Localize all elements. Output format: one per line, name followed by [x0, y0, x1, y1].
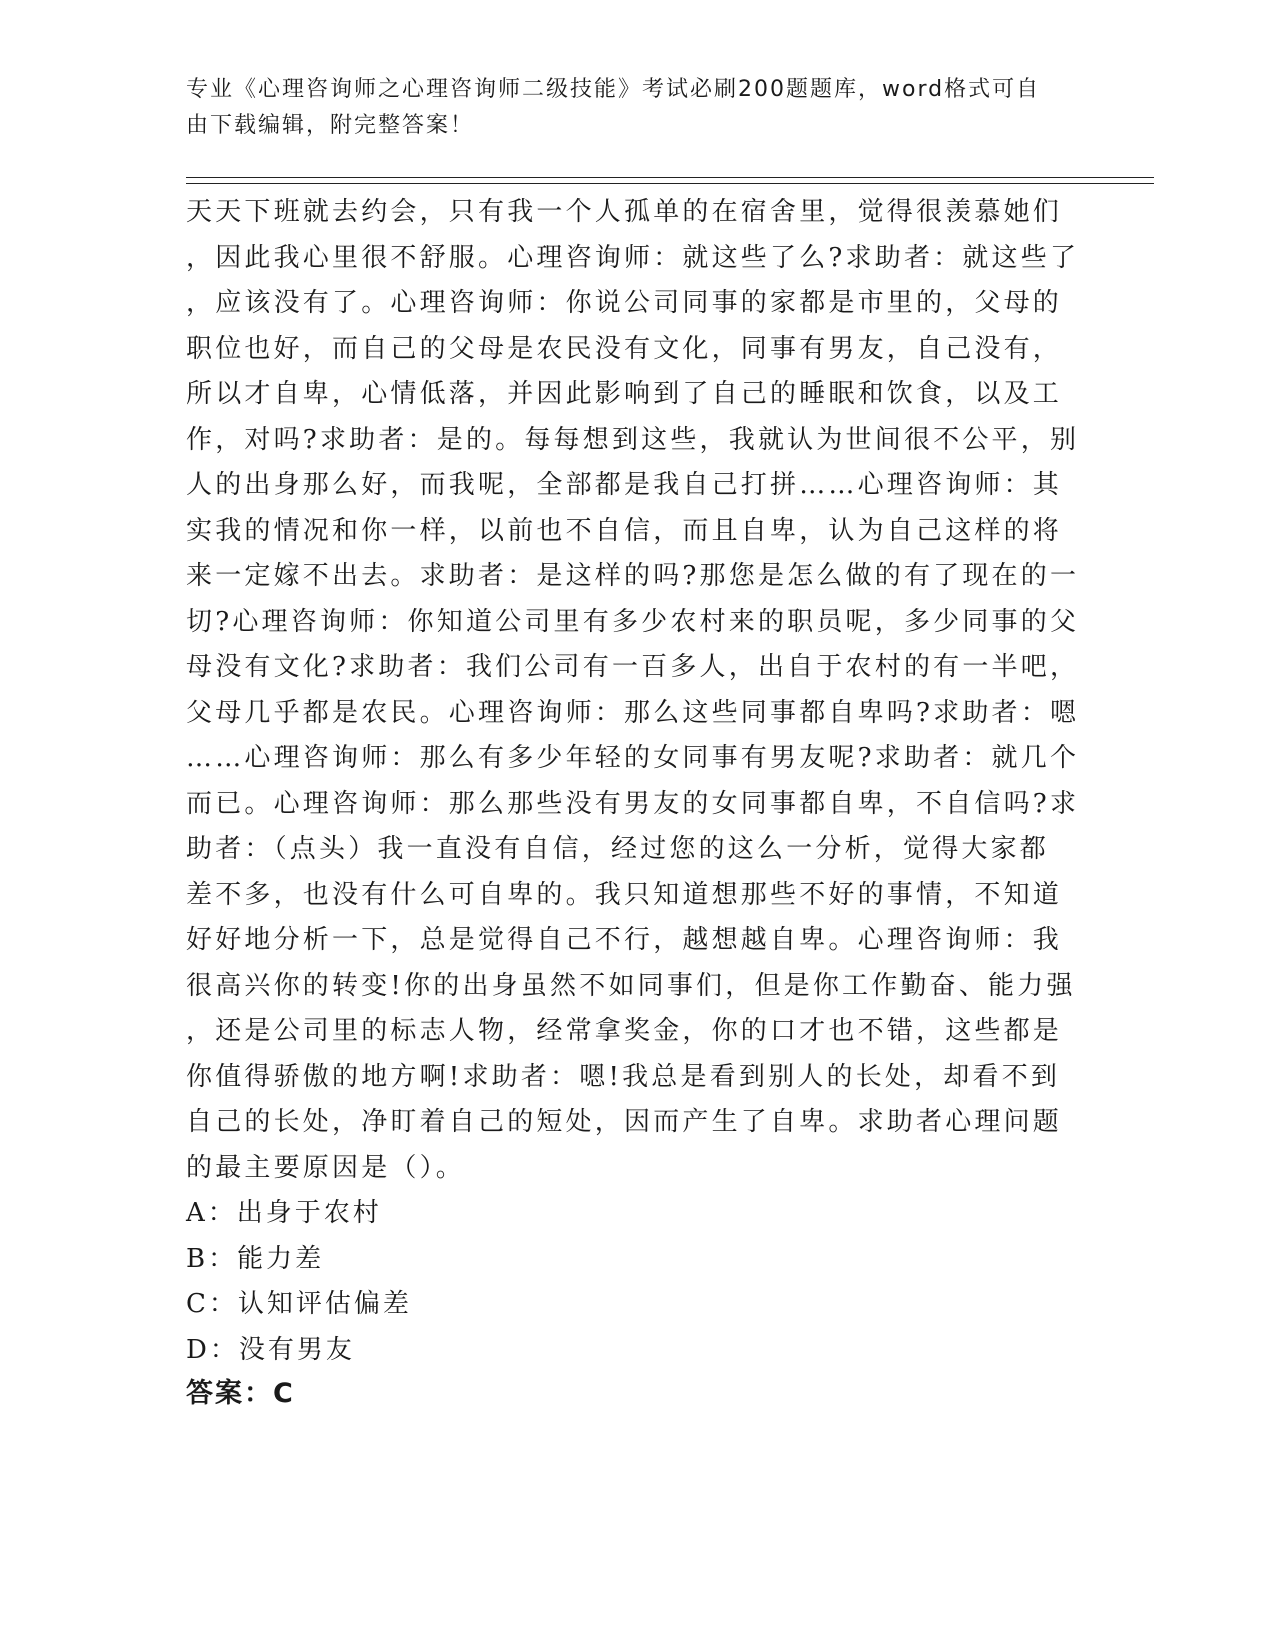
- question-line: ，因此我心里很不舒服。心理咨询师：就这些了么?求助者：就这些了: [186, 242, 1080, 273]
- option-b: B：能力差: [186, 1243, 325, 1274]
- question-line: 所以才自卑，心情低落，并因此影响到了自己的睡眠和饮食，以及工: [186, 379, 1063, 409]
- header-title-line-1: 专业《心理咨询师之心理咨询师二级技能》考试必刷200题题库，word格式可自: [186, 77, 1041, 102]
- answer-key: 答案：C: [186, 1378, 295, 1409]
- question-line: ，还是公司里的标志人物，经常拿奖金，你的口才也不错，这些都是: [186, 1016, 1063, 1046]
- question-line: 你值得骄傲的地方啊!求助者：嗯!我总是看到别人的长处，却看不到: [186, 1061, 1061, 1092]
- answer-options: [186, 1191, 786, 1373]
- page-header: [186, 72, 1066, 144]
- option-c: C：认知评估偏差: [186, 1289, 412, 1319]
- option-d: D：没有男友: [186, 1334, 355, 1365]
- header-divider-thick: [186, 177, 1154, 178]
- question-line: 父母几乎都是农民。心理咨询师：那么这些同事都自卑吗?求助者：嗯: [186, 697, 1080, 728]
- question-line: 来一定嫁不出去。求助者：是这样的吗?那您是怎么做的有了现在的一: [186, 561, 1080, 591]
- question-text: [186, 190, 1086, 1191]
- question-line: 好好地分析一下，总是觉得自己不行，越想越自卑。心理咨询师：我: [186, 925, 1063, 955]
- question-line: 天天下班就去约会，只有我一个人孤单的在宿舍里，觉得很羡慕她们: [186, 197, 1063, 227]
- question-line: 作，对吗?求助者：是的。每每想到这些，我就认为世间很不公平，别: [186, 424, 1080, 455]
- question-line: 职位也好，而自己的父母是农民没有文化，同事有男友，自己没有，: [186, 333, 1063, 364]
- question-line: 人的出身那么好，而我呢，全部都是我自己打拼……心理咨询师：其: [186, 470, 1063, 500]
- question-line: ，应该没有了。心理咨询师：你说公司同事的家都是市里的，父母的: [186, 288, 1063, 318]
- question-line: 实我的情况和你一样，以前也不自信，而且自卑，认为自己这样的将: [186, 515, 1063, 546]
- question-line: 自己的长处，净盯着自己的短处，因而产生了自卑。求助者心理问题: [186, 1107, 1063, 1137]
- header-divider-thin: [186, 183, 1154, 184]
- question-line: 助者：（点头）我一直没有自信，经过您的这么一分析，觉得大家都: [186, 834, 1050, 864]
- question-line: 而已。心理咨询师：那么那些没有男友的女同事都自卑，不自信吗?求: [186, 788, 1080, 819]
- question-line: 的最主要原因是（）。: [186, 1152, 466, 1183]
- option-a: A：出身于农村: [186, 1198, 382, 1228]
- question-line: 差不多，也没有什么可自卑的。我只知道想那些不好的事情，不知道: [186, 879, 1063, 910]
- question-line: 切?心理咨询师：你知道公司里有多少农村来的职员呢，多少同事的父: [186, 606, 1080, 637]
- question-line: ……心理咨询师：那么有多少年轻的女同事有男友呢?求助者：就几个: [186, 743, 1080, 773]
- question-line: 母没有文化?求助者：我们公司有一百多人，出自于农村的有一半吧，: [186, 652, 1080, 682]
- question-line: 很高兴你的转变!你的出身虽然不如同事们，但是你工作勤奋、能力强: [186, 970, 1076, 1001]
- header-title-line-2: 由下载编辑，附完整答案！: [186, 113, 475, 138]
